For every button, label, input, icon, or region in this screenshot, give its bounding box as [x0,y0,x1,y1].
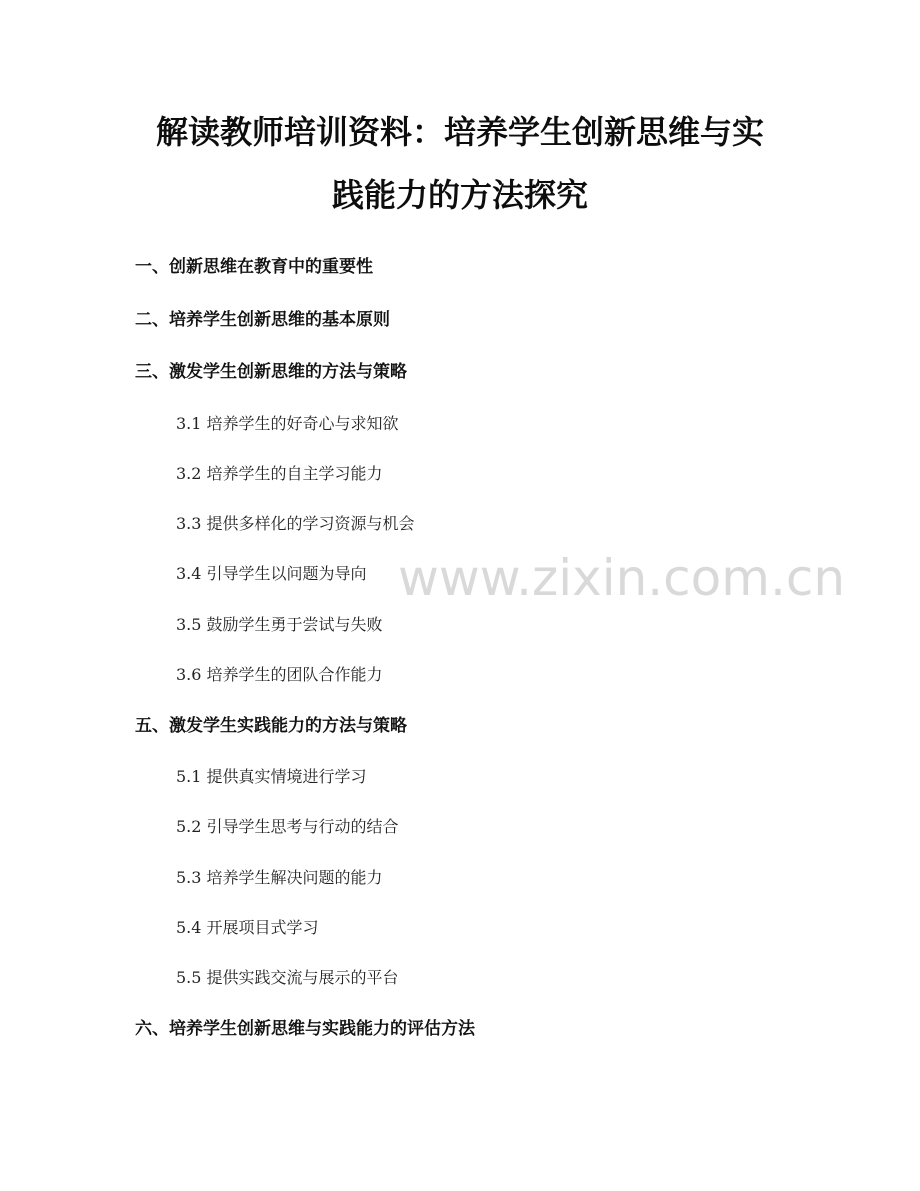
heading-section-6: 六、培养学生创新思维与实践能力的评估方法 [135,1019,475,1039]
subheading-3-2: 3.2 培养学生的自主学习能力 [176,464,383,483]
subheading-5-2: 5.2 引导学生思考与行动的结合 [176,817,399,836]
heading-section-1: 一、创新思维在教育中的重要性 [135,257,373,277]
subheading-3-6: 3.6 培养学生的团队合作能力 [176,665,383,684]
document-title-line-2: 践能力的方法探究 [331,176,588,214]
watermark-text: www.zixin.com.cn [398,549,846,607]
subheading-5-5: 5.5 提供实践交流与展示的平台 [176,968,399,987]
heading-section-5: 五、激发学生实践能力的方法与策略 [135,716,407,736]
subheading-3-1: 3.1 培养学生的好奇心与求知欲 [176,414,399,433]
heading-section-3: 三、激发学生创新思维的方法与策略 [135,362,407,382]
subheading-5-1: 5.1 提供真实情境进行学习 [176,767,367,786]
heading-section-2: 二、培养学生创新思维的基本原则 [135,310,390,330]
subheading-3-4: 3.4 引导学生以问题为导向 [176,564,367,583]
subheading-5-4: 5.4 开展项目式学习 [176,918,319,937]
subheading-3-5: 3.5 鼓励学生勇于尝试与失败 [176,615,383,634]
document-title-line-1: 解读教师培训资料：培养学生创新思维与实 [155,113,764,151]
subheading-3-3: 3.3 提供多样化的学习资源与机会 [176,514,415,533]
subheading-5-3: 5.3 培养学生解决问题的能力 [176,868,383,887]
